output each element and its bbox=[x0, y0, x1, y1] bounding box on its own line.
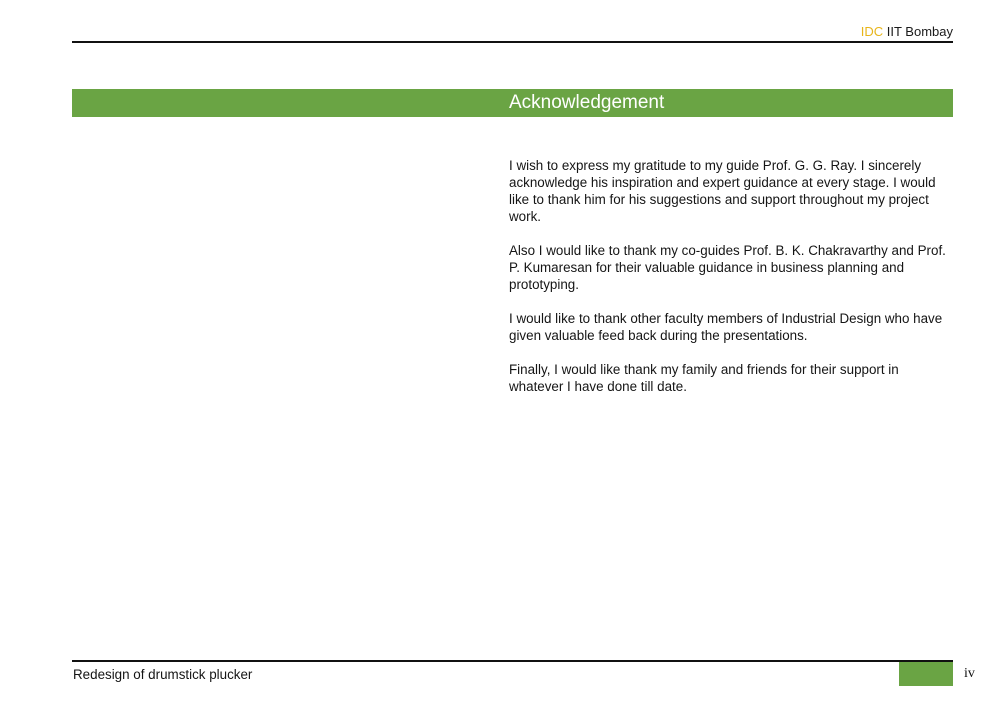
paragraph-faculty: I would like to thank other faculty members of Industrial Design who have given valuable feed back during the presentations. bbox=[509, 311, 943, 343]
brand-iit-bombay-label: IIT Bombay bbox=[886, 24, 953, 39]
section-title-bar bbox=[72, 89, 953, 117]
footer-rule bbox=[72, 660, 953, 662]
paragraph-family: Finally, I would like thank my family and friends for their support in whatever I have done till date. bbox=[509, 362, 899, 394]
section-title: Acknowledgement bbox=[509, 92, 665, 113]
paragraph-guide: I wish to express my gratitude to my guide Prof. G. G. Ray. I sincerely acknowledge his inspiration and expert guidance at every stage. I would like to thank him for his suggestions and support throughout my project work. bbox=[509, 158, 936, 224]
header-rule bbox=[72, 41, 953, 43]
header-brand bbox=[861, 24, 953, 40]
footer-document-title: Redesign of drumstick plucker bbox=[73, 667, 253, 682]
paragraph-co-guides: Also I would like to thank my co-guides Prof. B. K. Chakravarthy and Prof. P. Kumaresan for their valuable guidance in business planning and prototyping. bbox=[509, 243, 946, 292]
footer-accent-block bbox=[899, 662, 953, 686]
page-number: iv bbox=[964, 666, 975, 681]
acknowledgement-body bbox=[509, 157, 949, 412]
brand-idc-label: IDC bbox=[860, 24, 884, 39]
